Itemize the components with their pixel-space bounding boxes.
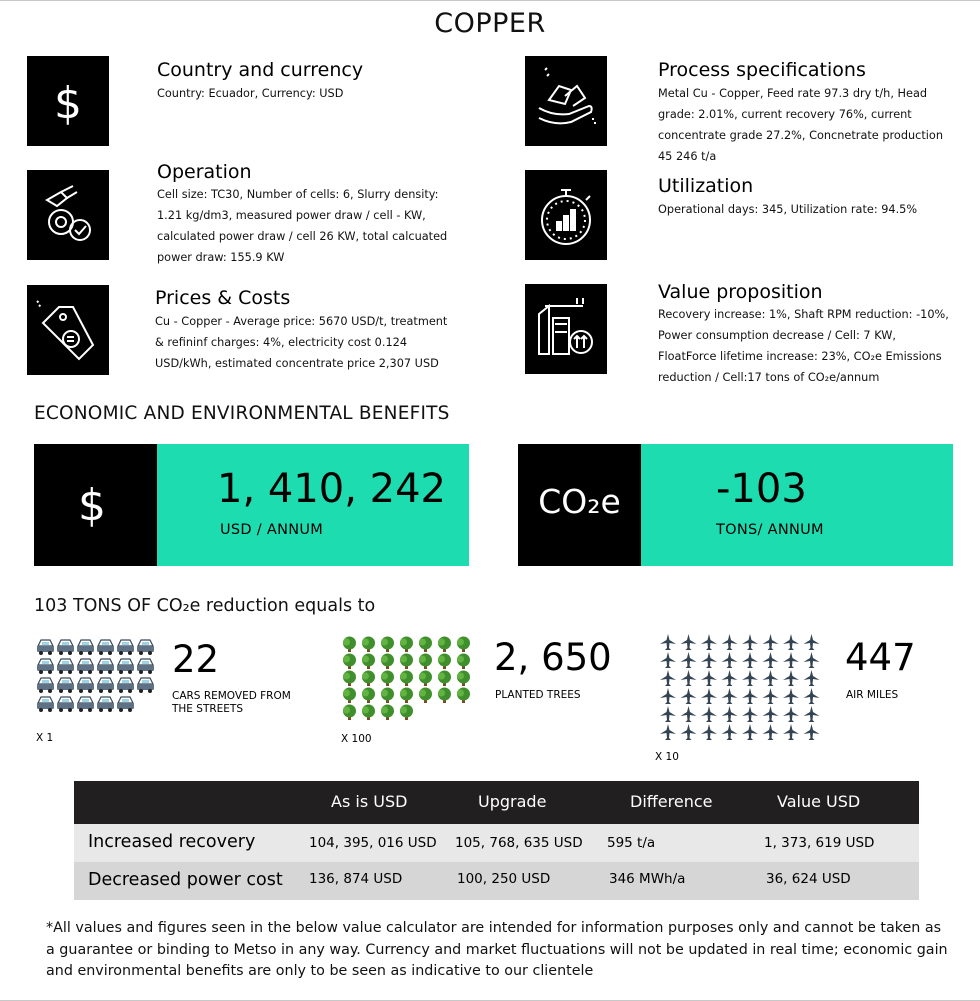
car-pictogram — [117, 659, 134, 674]
svg-text:$: $ — [54, 78, 82, 129]
tree-pictogram — [362, 637, 375, 653]
tree-pictogram — [362, 654, 375, 670]
co2-label-box — [518, 444, 641, 566]
card-text: Cell size: TC30, Number of cells: 6, Slurry density: 1.21 kg/dm3, measured power draw / cell - KW, calculated power draw / cell 26 KW, total calcuated power draw: 155.9 KW — [157, 188, 448, 264]
tree-pictogram — [343, 705, 356, 721]
car-pictogram — [37, 659, 54, 674]
table-cell: 100, 250 USD — [457, 871, 551, 887]
column-header: Upgrade — [478, 792, 547, 811]
card-utilization — [525, 170, 955, 266]
card-country-currency — [27, 56, 467, 152]
price-tag-icon — [27, 285, 109, 375]
trees-multiplier: X 100 — [341, 733, 372, 745]
tree-pictogram — [362, 688, 375, 704]
ore-hand-icon — [525, 56, 607, 146]
car-pictogram — [57, 697, 74, 712]
airplane-pictogram — [783, 688, 799, 704]
tree-pictogram — [343, 637, 356, 653]
co2-symbol: CO₂e — [538, 482, 621, 521]
card-text: Recovery increase: 1%, Shaft RPM reduction: -10%, Power consumption decrease / Cell: 7 KW, FloatForce lifetime increase: 23%, CO₂e Emissions reduction / Cell:17 tons of CO₂e/annum — [658, 308, 949, 384]
table-cell: 136, 874 USD — [309, 871, 403, 887]
airplane-pictogram — [660, 706, 676, 722]
table-header — [74, 781, 919, 824]
airplane-pictogram — [722, 670, 738, 686]
co2-benefit-panel — [641, 444, 953, 566]
airplane-pictogram — [804, 634, 820, 650]
disclaimer: *All values and figures seen in the below value calculator are intended for information purposes only and cannot be taken as a guarantee or binding to Metso in any way. Currency and market fluctuations will not be updated in real time; economic gain and environmental benefits are only to be seen as indicative to our clientele — [46, 920, 948, 979]
tree-pictogram — [457, 688, 470, 704]
car-pictogram — [77, 659, 94, 674]
car-pictogram — [97, 640, 114, 655]
airplane-pictogram — [701, 670, 717, 686]
table-cell: 104, 395, 016 USD — [309, 835, 437, 851]
tree-pictogram — [438, 637, 451, 653]
tree-pictogram — [362, 671, 375, 687]
cars-value: 22 — [172, 638, 220, 681]
airplane-pictogram — [660, 652, 676, 668]
airplane-pictogram — [804, 652, 820, 668]
tree-pictogram — [362, 705, 375, 721]
tree-pictogram — [400, 637, 413, 653]
airplane-pictogram — [783, 634, 799, 650]
dollar-icon — [34, 444, 157, 566]
tree-pictogram — [457, 637, 470, 653]
airplane-pictogram — [804, 706, 820, 722]
airplane-pictogram — [681, 670, 697, 686]
column-header: Difference — [630, 792, 713, 811]
tree-pictogram — [400, 705, 413, 721]
trees-label: PLANTED TREES — [495, 689, 581, 701]
airplane-pictogram — [681, 688, 697, 704]
car-pictogram — [117, 697, 134, 712]
card-heading: Country and currency — [157, 59, 364, 81]
airplane-pictogram — [783, 706, 799, 722]
tree-pictogram — [419, 671, 432, 687]
tree-pictogram — [419, 688, 432, 704]
card-text: Country: Ecuador, Currency: USD — [157, 87, 344, 100]
tree-pictogram — [419, 637, 432, 653]
dollar-icon — [27, 56, 109, 146]
table-cell: 1, 373, 619 USD — [764, 835, 875, 851]
row-label: Increased recovery — [88, 832, 256, 852]
tree-pictogram — [438, 654, 451, 670]
airplane-pictogram — [722, 652, 738, 668]
airplane-pictogram — [742, 706, 758, 722]
airplane-pictogram — [722, 634, 738, 650]
car-pictogram — [37, 640, 54, 655]
plant-growth-icon — [525, 284, 607, 374]
card-prices-costs — [27, 285, 467, 381]
airplane-pictogram — [763, 652, 779, 668]
card-value-proposition — [525, 281, 955, 384]
airplane-pictogram — [660, 634, 676, 650]
tree-pictogram — [438, 688, 451, 704]
car-pictogram — [77, 697, 94, 712]
car-pictogram — [77, 678, 94, 693]
tree-pictogram — [343, 671, 356, 687]
airplane-pictogram — [660, 670, 676, 686]
tree-pictogram — [400, 671, 413, 687]
card-operation — [27, 161, 467, 270]
airplane-pictogram — [742, 652, 758, 668]
car-pictogram — [97, 697, 114, 712]
airplane-pictogram — [783, 724, 799, 740]
airplane-pictogram — [701, 724, 717, 740]
airplane-pictogram — [783, 670, 799, 686]
airplane-pictogram — [763, 724, 779, 740]
money-benefit-panel — [157, 444, 469, 566]
tree-pictogram — [381, 671, 394, 687]
table-cell: 105, 768, 635 USD — [455, 835, 583, 851]
card-heading: Process specifications — [658, 59, 866, 81]
car-pictogram — [57, 678, 74, 693]
page-title: COPPER — [434, 8, 546, 39]
trees-value: 2, 650 — [494, 636, 612, 679]
airplane-pictogram — [681, 652, 697, 668]
airplane-pictogram — [681, 634, 697, 650]
tree-pictogram — [400, 654, 413, 670]
airplane-pictogram — [701, 706, 717, 722]
table-row — [74, 824, 919, 862]
airplane-pictogram — [763, 688, 779, 704]
car-pictogram — [117, 678, 134, 693]
tree-pictogram — [457, 671, 470, 687]
card-text: Operational days: 345, Utilization rate: 94.5% — [658, 203, 918, 216]
column-header: Value USD — [777, 792, 861, 811]
equivalents-heading: 103 TONS OF CO₂e reduction equals to — [34, 596, 376, 616]
tree-pictogram — [419, 654, 432, 670]
airplane-pictogram — [681, 724, 697, 740]
airplane-pictogram — [804, 724, 820, 740]
card-heading: Prices & Costs — [155, 287, 291, 309]
column-header: As is USD — [331, 792, 408, 811]
table-cell: 346 MWh/a — [609, 871, 686, 887]
air-miles-label: AIR MILES — [846, 689, 899, 701]
car-pictogram — [37, 678, 54, 693]
airplane-pictogram — [742, 688, 758, 704]
money-benefit-unit: USD / ANNUM — [220, 522, 324, 538]
table-cell: 595 t/a — [607, 835, 656, 851]
tree-pictogram — [381, 688, 394, 704]
car-pictogram — [137, 640, 154, 655]
airplane-pictogram — [783, 652, 799, 668]
card-heading: Operation — [157, 161, 252, 183]
card-process-specifications — [525, 56, 955, 163]
card-text: Metal Cu - Copper, Feed rate 97.3 dry t/h, Head grade: 2.01%, current recovery 76%, current concentrate grade 27.2%, Concnetrate production 45 246 t/a — [658, 87, 943, 163]
air-miles-multiplier: X 10 — [655, 751, 679, 763]
tree-icon — [340, 636, 472, 722]
card-heading: Utilization — [658, 175, 754, 197]
co2-benefit-unit: TONS/ ANNUM — [716, 522, 824, 538]
airplane-pictogram — [681, 706, 697, 722]
card-heading: Value proposition — [658, 281, 823, 303]
tree-pictogram — [381, 705, 394, 721]
tree-pictogram — [343, 654, 356, 670]
tree-pictogram — [400, 688, 413, 704]
car-pictogram — [77, 640, 94, 655]
airplane-pictogram — [722, 706, 738, 722]
car-pictogram — [37, 697, 54, 712]
car-pictogram — [137, 659, 154, 674]
airplane-pictogram — [763, 634, 779, 650]
tree-pictogram — [457, 654, 470, 670]
card-text: Cu - Copper - Average price: 5670 USD/t, treatment & refininf charges: 4%, electricity cost 0.124 USD/kWh, estimated concentrate price 2,307 USD — [155, 315, 448, 370]
airplane-pictogram — [660, 724, 676, 740]
airplane-pictogram — [742, 670, 758, 686]
airplane-pictogram — [742, 634, 758, 650]
money-benefit-band — [34, 444, 469, 566]
tree-pictogram — [343, 688, 356, 704]
airplane-pictogram — [804, 688, 820, 704]
row-label: Decreased power cost — [88, 870, 283, 890]
car-pictogram — [97, 678, 114, 693]
tree-pictogram — [381, 637, 394, 653]
table-cell: 36, 624 USD — [766, 871, 851, 887]
tree-pictogram — [381, 654, 394, 670]
car-icon — [36, 638, 158, 714]
airplane-pictogram — [763, 670, 779, 686]
car-pictogram — [57, 640, 74, 655]
table-row — [74, 862, 919, 900]
stopwatch-icon — [525, 170, 607, 260]
benefits-heading: ECONOMIC AND ENVIRONMENTAL BENEFITS — [34, 403, 450, 424]
operation-icon — [27, 170, 109, 260]
air-miles-value: 447 — [845, 636, 916, 679]
airplane-pictogram — [701, 652, 717, 668]
car-pictogram — [57, 659, 74, 674]
cars-label: CARS REMOVED FROM THE STREETS — [172, 690, 291, 715]
airplane-pictogram — [722, 724, 738, 740]
cars-multiplier: X 1 — [36, 732, 54, 744]
co2-benefit-band — [518, 444, 953, 566]
money-symbol: $ — [78, 480, 106, 531]
car-pictogram — [137, 678, 154, 693]
airplane-pictogram — [804, 670, 820, 686]
car-pictogram — [117, 640, 134, 655]
airplane-icon — [660, 634, 830, 744]
airplane-pictogram — [763, 706, 779, 722]
money-benefit-value: 1, 410, 242 — [217, 466, 447, 512]
tree-pictogram — [438, 671, 451, 687]
airplane-pictogram — [660, 688, 676, 704]
airplane-pictogram — [722, 688, 738, 704]
airplane-pictogram — [701, 688, 717, 704]
airplane-pictogram — [701, 634, 717, 650]
car-pictogram — [97, 659, 114, 674]
airplane-pictogram — [742, 724, 758, 740]
co2-benefit-value: -103 — [716, 466, 807, 512]
